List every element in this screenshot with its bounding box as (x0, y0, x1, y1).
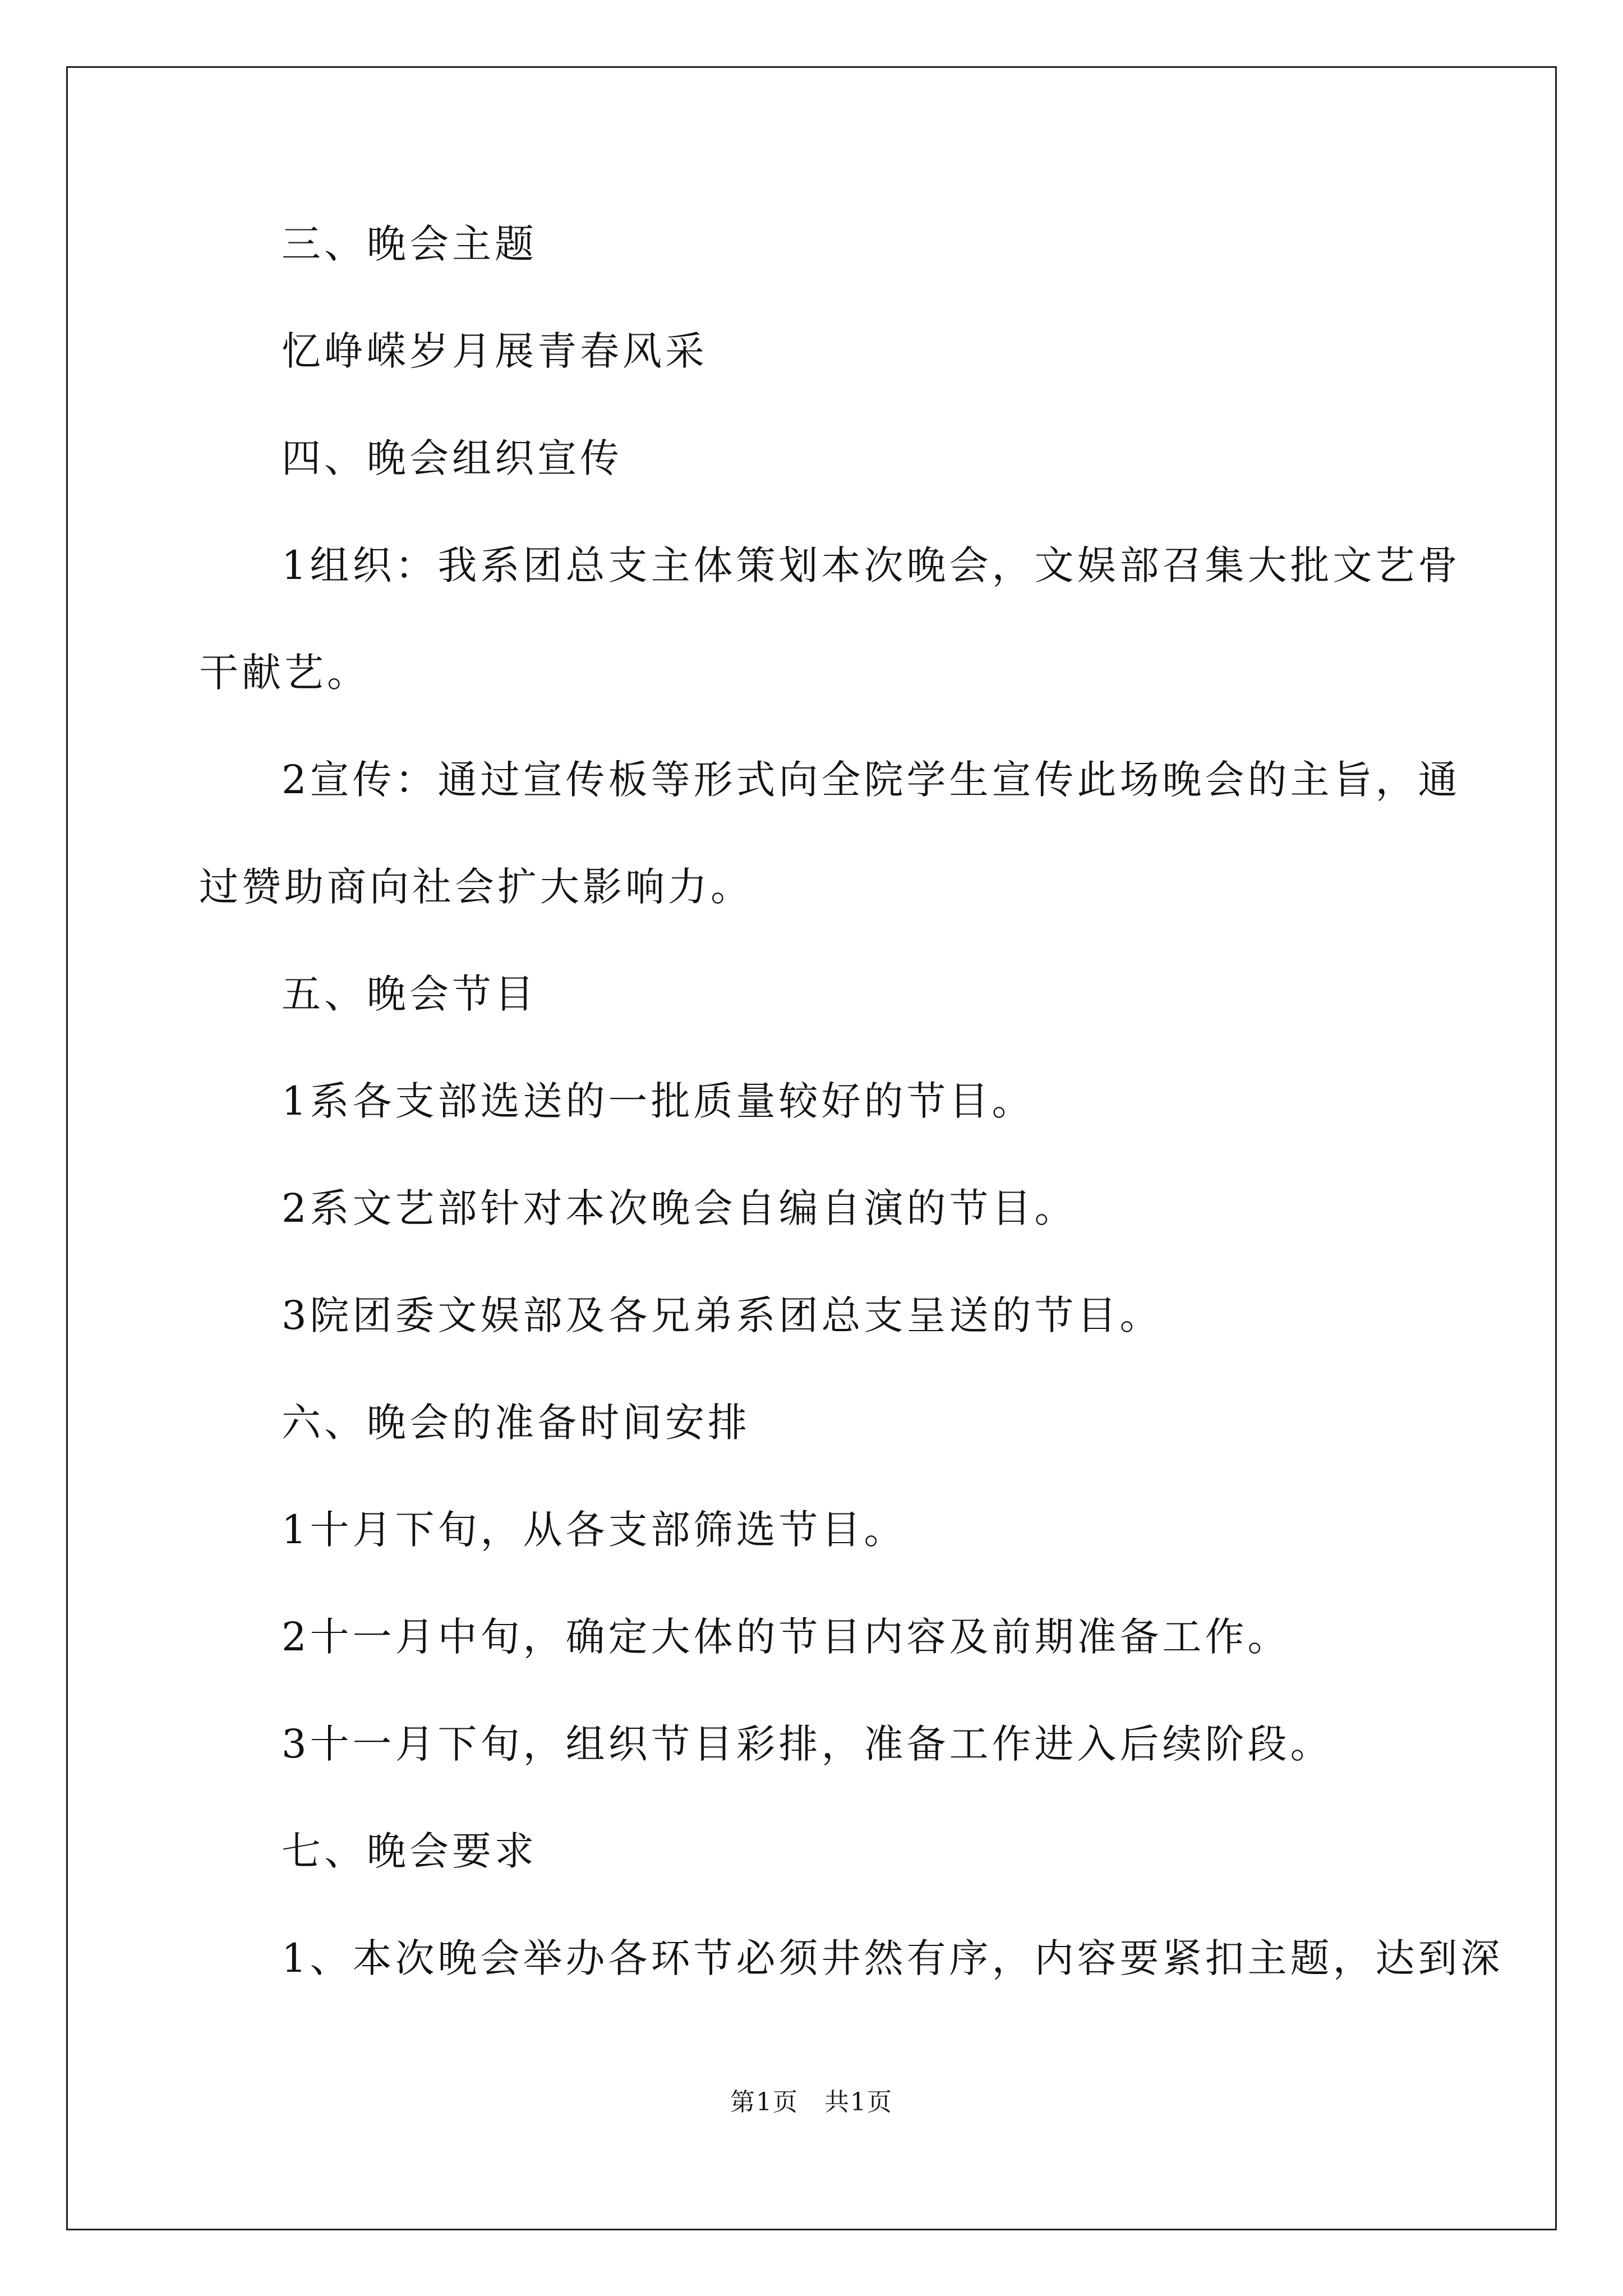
paragraph-publicity-line-2: 过赞助商向社会扩大影响力。 (199, 864, 753, 910)
page-number-current: 第1页 (730, 2088, 799, 2116)
section-heading-schedule: 六、晚会的准备时间安排 (282, 1400, 750, 1446)
paragraph-publicity-line-1: 2宣传：通过宣传板等形式向全院学生宣传此场晚会的主旨，通 (282, 757, 1461, 803)
section-heading-programs: 五、晚会节目 (282, 971, 537, 1017)
section-heading-organization: 四、晚会组织宣传 (282, 435, 623, 481)
section-heading-theme: 三、晚会主题 (282, 221, 537, 267)
schedule-item-2: 2十一月中旬，确定大体的节目内容及前期准备工作。 (282, 1614, 1290, 1660)
theme-text: 忆峥嵘岁月展青春风采 (282, 328, 708, 374)
schedule-item-1: 1十月下旬，从各支部筛选节目。 (282, 1507, 907, 1553)
document-body (199, 218, 1504, 2039)
schedule-item-3: 3十一月下旬，组织节目彩排，准备工作进入后续阶段。 (282, 1721, 1333, 1767)
section-heading-requirements: 七、晚会要求 (282, 1828, 537, 1874)
program-item-2: 2系文艺部针对本次晚会自编自演的节目。 (282, 1185, 1077, 1231)
paragraph-organization-line-1: 1组织：我系团总支主体策划本次晚会，文娱部召集大批文艺骨 (282, 542, 1461, 588)
program-item-1: 1系各支部选送的一批质量较好的节目。 (282, 1078, 1035, 1124)
page-number-total: 共1页 (824, 2088, 893, 2116)
paragraph-organization-line-2: 干献艺。 (199, 650, 370, 696)
program-item-3: 3院团委文娱部及各兄弟系团总支呈送的节目。 (282, 1292, 1163, 1338)
requirement-item-1: 1、本次晚会举办各环节必须井然有序，内容要紧扣主题，达到深 (282, 1935, 1504, 1981)
page-footer (0, 2086, 1623, 2119)
